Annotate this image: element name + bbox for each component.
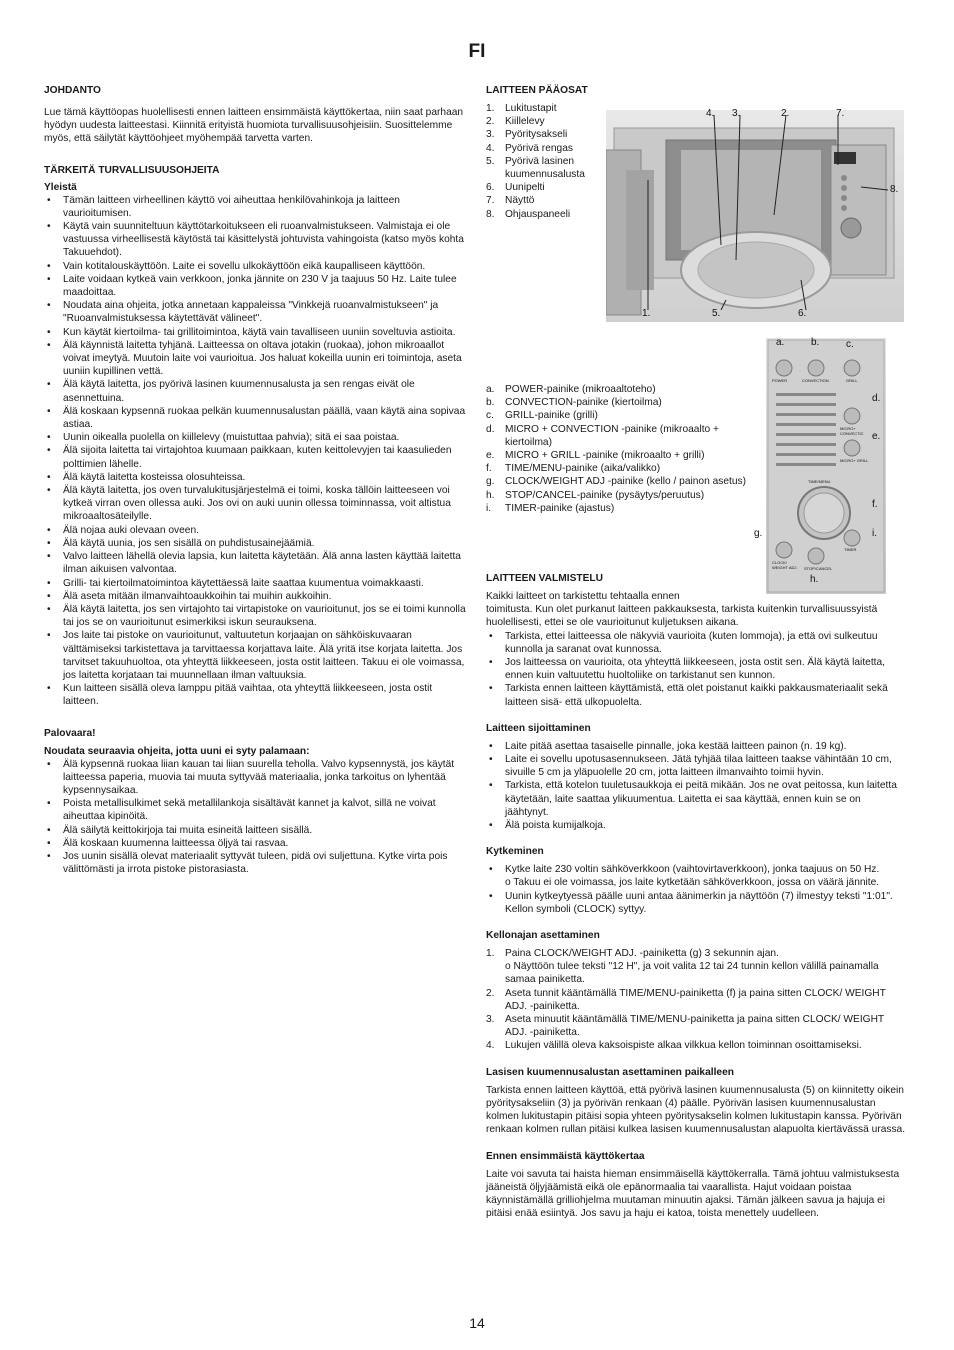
item-number: 5. [486,155,495,167]
parts-title: LAITTEEN PÄÄOSAT [486,85,588,96]
control-panel-illustration [766,338,886,594]
panel-label-h: h. [810,574,819,585]
place-title: Laitteen sijoittaminen [486,722,591,734]
list-item: • Tarkista, että kotelon tuuletusaukkoja ei peitä mikään. Jos ne ovat peitossa, kun laitetta käytetään, laite saattaa ylikuumentua. Laitetta ei saa käyttää, ennen kuin se on jäähtynyt. [486,779,906,819]
panel-timer: TIMER [844,547,857,552]
item-text: Paina CLOCK/WEIGHT ADJ. -painiketta (g) 3 sekunnin ajan. [505,948,779,960]
item-number: 4. [486,1040,495,1052]
microwave-illustration [606,110,904,322]
photo-label-7: 7. [836,108,845,119]
list-item [486,102,598,115]
list-item: • Noudata aina ohjeita, jotka annetaan kappaleissa "Vinkkejä ruoanvalmistukseen" ja "Ruoanvalmistuksessa käytettävät välineet". [44,299,468,325]
list-item [486,1039,906,1052]
panel-convection: CONVECTION [802,378,829,383]
fire-list [44,758,468,877]
item-text: Aseta minuutit kääntämällä TIME/MENU-painiketta ja paina sitten CLOCK/ WEIGHT ADJ. -painiketta. [505,1014,884,1039]
list-item: • Jos laitteessa on vaurioita, ota yhteyttä liikkeeseen, josta ostit sen. Älä käytä laitetta, ennen kuin valtuutettu huoltoliike on tarkistanut sen kunnon. [486,656,906,682]
photo-label-6: 6. [798,308,807,319]
language-heading: FI [468,41,486,62]
list-item: • Valvo laitteen lähellä olevia lapsia, kun laitetta käytetään. Älä anna lasten käyttää laitetta ilman aikuisen valvontaa. [44,550,468,576]
list-item: • Älä käytä laitetta, jos oven turvalukitusjärjestelmä ei toimi, koska tällöin laitteeseen voi kytkeä virran oven ollessa auki. Jos ovi on auki uunin ollessa toiminnassa, voit altistua mikroaaltosäteilylle. [44,484,468,524]
list-item: • Uunin oikealla puolella on kiillelevy (muistuttaa pahvia); sitä ei saa poistaa. [44,431,468,444]
list-item: • Laite voidaan kytkeä vain verkkoon, jonka jännite on 230 V ja taajuus 50 Hz. Laite tulee maadoittaa. [44,273,468,299]
panel-grill: GRILL [846,378,858,383]
list-item [486,396,748,409]
list-item [486,181,598,194]
photo-label-3: 3. [732,108,741,119]
fire-title: Palovaara! [44,727,96,739]
clock-list [486,947,906,1053]
panel-stop: STOP/CANCEL [804,566,833,571]
list-item: • Laite ei sovellu upotusasennukseen. Jätä tyhjää tilaa laitteen taakse vähintään 10 cm, sivuille 5 cm ja yläpuolelle 20 cm, jotta laitteen ilmanvaihto toimii hyvin. [486,753,906,779]
list-item [486,449,748,462]
panel-micro-grill: MICRO+ GRILL [840,458,869,463]
photo-label-2: 2. [781,108,790,119]
intro-title: JOHDANTO [44,85,101,96]
list-item [486,128,598,141]
item-text: Kiillelevy [505,116,545,128]
prep-title: LAITTEEN VALMISTELU [486,573,603,584]
panel-label-d: d. [872,393,881,404]
list-item: • Älä säilytä keittokirjoja tai muita esineitä laitteen sisällä. [44,824,468,837]
list-item [486,1013,906,1039]
item-text: Lukitustapit [505,103,557,114]
list-item [486,947,906,987]
item-text: Näyttö [505,195,535,207]
panel-label-f: f. [872,499,878,510]
list-item [486,194,598,207]
clock-title: Kellonajan asettaminen [486,930,600,942]
list-item: • Älä koskaan kuumenna laitteessa öljyä tai rasvaa. [44,837,468,850]
list-item: • Tämän laitteen virheellinen käyttö voi aiheuttaa henkilövahinkoja ja laitteen vaurioitumisen. [44,194,468,220]
item-number: i. [486,502,492,514]
item-number: 2. [486,987,495,999]
list-item: • Jos laite tai pistoke on vaurioitunut, valtuutetun korjaajan on sähköiskuvaaran välttämiseksi tarkistettava ja tarvittaessa korjattava laite. Älä yritä itse korjata laitetta. Jos tarvitset takuuhuoltoa, ota yhteyttä liikkeeseen, josta ostit laitteen. Takuu ei ole voimassa, jos laitetta korjataan tai muunnellaan ilman valtuuksia. [44,629,468,682]
list-item: • Älä käytä laitetta, jos sen virtajohto tai virtapistoke on vaurioitunut, jos se ei toimi kunnolla tai jos se on vaurioitunut esimerkiksi iskun seurauksena. [44,603,468,629]
item-sub-note: o Näyttöön tulee teksti "12 H", ja voit valita 12 tai 24 tunnin kellon välillä painamalla samaa painiketta. [505,961,879,986]
item-number: a. [486,384,495,395]
prep-text-1: Kaikki laitteet on tarkistettu tehtaalla ennen [486,591,680,602]
general-title: Yleistä [44,181,77,193]
panel-time-menu: TIME/MENU [808,479,831,484]
prep-list [486,630,906,709]
item-number: 4. [486,142,495,154]
list-item: • Grilli- tai kiertoilmatoimintoa käytettäessä laite saattaa kuumentua voimakkaasti. [44,577,468,590]
item-text: Uunipelti [505,182,545,194]
item-text: MICRO + GRILL -painike (mikroaalto + grilli) [505,450,705,462]
item-text: TIMER-painike (ajastus) [505,502,615,514]
panel-micro-convection: MICRO+ CONVECTIC [840,426,864,436]
item-text: POWER-painike (mikroaaltoteho) [505,384,656,395]
panel-label-c: c. [846,339,854,350]
list-item: • Älä koskaan kypsennä ruokaa pelkän kuumennusalustan päällä, vaan käytä aina sopivaa astiaa. [44,405,468,431]
item-number: f. [486,463,492,475]
item-number: 1. [486,103,495,114]
item-number: g. [486,476,495,488]
list-item: • Älä aseta mitään ilmanvaihtoaukkoihin tai muihin aukkoihin. [44,590,468,603]
list-item [486,115,598,128]
item-text: Pyöritysakseli [505,129,568,141]
item-text: CLOCK/WEIGHT ADJ -painike (kello / painon asetus) [505,476,747,488]
panel-label-e: e. [872,431,881,442]
item-number: e. [486,450,495,462]
list-item: • Älä käytä laitetta kosteissa olosuhteissa. [44,471,468,484]
list-item [486,502,748,515]
list-item [486,142,598,155]
list-item: • Jos uunin sisällä olevat materiaalit syttyvät tuleen, pidä ovi suljettuna. Kytke virta pois välittömästi ja irrota pistoke pistorasiasta. [44,850,468,876]
item-number: 1. [486,948,495,960]
list-item [486,987,906,1013]
list-item [486,383,748,396]
item-text: STOP/CANCEL-painike (pysäytys/peruutus) [505,489,705,501]
item-number: 3. [486,1014,495,1026]
connect-title: Kytkeminen [486,846,544,858]
buttons-section [486,383,748,524]
photo-label-5: 5. [712,308,721,319]
list-item [486,155,598,181]
microwave-photo [606,110,904,322]
list-item: • Älä käytä uunia, jos sen sisällä on puhdistusainejäämiä. [44,537,468,550]
item-text: CONVECTION-painike (kiertoilma) [505,397,662,409]
item-number: 7. [486,195,495,207]
list-item [486,208,598,221]
item-text: GRILL-painike (grilli) [505,410,598,422]
glass-title: Lasisen kuumennusalustan asettaminen paikalleen [486,1066,734,1078]
list-item: • Kun käytät kiertoilma- tai grillitoimintoa, käytä vain tavalliseen uuniin soveltuvia astioita. [44,326,468,339]
item-number: 3. [486,129,495,141]
item-number: 8. [486,208,495,220]
list-item: • Älä poista kumijalkoja. [486,819,906,832]
general-list [44,194,468,709]
panel-power: POWER [772,378,788,383]
parts-list [486,102,598,221]
list-item: • Älä sijoita laitetta tai virtajohtoa kuumaan paikkaan, kuten keittolevyjen tai kaasulieden polttimien lähelle. [44,444,468,470]
control-panel-photo [754,337,886,594]
panel-label-g: g. [754,528,763,539]
list-item: • Käytä vain suunniteltuun käyttötarkoitukseen eli ruoanvalmistukseen. Valmistaja ei ole vastuussa virheellisestä käytöstä tai käsittelystä johtuvista vahingoista (katso myös kohta Takuuehdot). [44,220,468,260]
place-list [486,740,906,832]
left-column [44,84,468,885]
photo-label-8: 8. [890,184,899,195]
item-text: Lukujen välillä oleva kaksoispiste alkaa vilkkua kellon toiminnan osoittamiseksi. [505,1040,862,1052]
list-item [486,475,748,488]
item-text: Pyörivä lasinen kuumennusalusta [505,155,585,181]
fire-subtitle: Noudata seuraavia ohjeita, jotta uuni ei syty palamaan: [44,745,310,757]
list-item [486,489,748,502]
prep-text-2: toimitusta. Kun olet purkanut laitteen pakkauksesta, tarkista kuitenkin turvallisuussyistä huolellisesti, ettei se ole vaurioitunut kuljetuksen aikana. [486,604,878,629]
list-item: • Älä käytä laitetta, jos pyörivä lasinen kuumennusalusta ja sen rengas eivät ole asennettuina. [44,378,468,404]
connect-sub-note: o Takuu ei ole voimassa, jos laite kytketään sähköverkkoon, jossa on väärä jännite. [505,877,880,889]
page-number: 14 [469,1315,485,1331]
first-use-text: Laite voi savuta tai haista hieman ensimmäisellä käyttökerralla. Tämä johtuu valmistuksesta jääneistä öljyjäämistä eikä ole epänormaalia tai vaarallista. Hajut voidaan poistaa käynnistämällä grilliohjelma muutaman minuutin ajaksi. Tämän jälkeen savua ja hajuja ei pitäisi enää esiintyä. Jos savu ja haju ei katoa, toista menettely uudelleen. [486,1168,900,1220]
connect-list [486,863,906,916]
item-number: 2. [486,116,495,128]
item-number: d. [486,423,495,435]
item-text: Ohjauspaneeli [505,208,571,220]
list-item: • Laite pitää asettaa tasaiselle pinnalle, joka kestää laitteen painon (n. 19 kg). [486,740,906,753]
panel-clock: CLOCK/ WEIGHT ADJ. [772,560,798,570]
item-text: Aseta tunnit kääntämällä TIME/MENU-painiketta (f) ja paina sitten CLOCK/ WEIGHT ADJ. -painiketta. [505,987,886,1012]
panel-label-b: b. [811,337,820,348]
item-number: b. [486,397,495,409]
list-item [486,462,748,475]
item-text: MICRO + CONVECTION -painike (mikroaalto + kiertoilma) [505,423,719,448]
list-item: • Älä kypsennä ruokaa liian kauan tai liian suurella teholla. Valvo kypsennystä, jos käytät laitteessa paperia, muovia tai muuta syttyvää materiaalia, jonka tarkoitus on lyhentää kypsennysaikaa. [44,758,468,798]
first-use-title: Ennen ensimmäistä käyttökertaa [486,1150,645,1162]
list-item: • Kun laitteen sisällä oleva lamppu pitää vaihtaa, ota yhteyttä liikkeeseen, josta ostit laitteen. [44,682,468,708]
buttons-list [486,383,748,515]
list-item [486,423,748,449]
panel-label-i: i. [872,528,877,539]
right-lower [486,572,906,1229]
list-item: • Vain kotitalouskäyttöön. Laite ei sovellu ulkokäyttöön eikä kaupalliseen käyttöön. [44,260,468,273]
list-item: • Kytke laite 230 voltin sähköverkkoon (vaihtovirtaverkkoon), jonka taajuus on 50 Hz. o Takuu ei ole voimassa, jos laite kytketään sähköverkkoon, jossa on väärä jännite. [486,863,906,889]
item-text: Pyörivä rengas [505,142,573,154]
list-item: • Tarkista, ettei laitteessa ole näkyviä vaurioita (kuten lommoja), ja että ovi sulkeutuu kunnolla ja saranat ovat kunnossa. [486,630,906,656]
list-item: • Uunin kytkeytyessä päälle uuni antaa äänimerkin ja näyttöön (7) ilmestyy teksti "1:01". Kellon symboli (CLOCK) syttyy. [486,890,906,916]
item-number: c. [486,410,494,422]
list-item: • Tarkista ennen laitteen käyttämistä, että olet poistanut kaikki pakkausmateriaalit sekä laitteen sisä- että ulkopuolelta. [486,682,906,708]
list-item: • Älä nojaa auki olevaan oveen. [44,524,468,537]
photo-label-1: 1. [642,308,651,319]
safety-title: TÄRKEITÄ TURVALLISUUSOHJEITA [44,164,220,176]
item-number: 6. [486,182,495,194]
item-text: TIME/MENU-painike (aika/valikko) [505,463,661,475]
panel-label-a: a. [776,337,785,348]
list-item: • Älä käynnistä laitetta tyhjänä. Laitteessa on oltava jotakin (ruokaa), johon mikroaallot voivat imeytyä. Muutoin laite voi vaurioitua. Jos haluat kokeilla uunin eri toimintoja, aseta uuniin kupillinen vettä. [44,339,468,379]
glass-text: Tarkista ennen laitteen käyttöä, että pyörivä lasinen kuumennusalusta (5) on kiinnitetty oikein pyöritysakseliin (3) ja pyörivän renkaan (4) päälle. Pyörivän lasisen kuumennusalustan kolmen lukitustapin pitäisi sopia yhteen pyöritysakselin kolmen lukitustapin kanssa. Pyörivän renkaan kolmen rullan pitäisi kulkea lasisen kuumennusalustan alapuolta kiertävässä urassa. [486,1084,906,1136]
list-item [486,409,748,422]
item-number: h. [486,489,495,501]
photo-label-4: 4. [706,108,715,119]
list-item: • Poista metallisulkimet sekä metallilankoja sisältävät kannet ja kalvot, sillä ne voivat aiheuttaa kipinöitä. [44,797,468,823]
intro-text: Lue tämä käyttöopas huolellisesti ennen laitteen ensimmäistä käyttökertaa, niin saat parhaan hyödyn uudesta laitteestasi. Kiinnitä erityistä huomiota turvallisuusohjeisiin. Suosittelemme myös, että säilytät käyttöohjeet myöhempää tarvetta varten. [44,107,464,145]
